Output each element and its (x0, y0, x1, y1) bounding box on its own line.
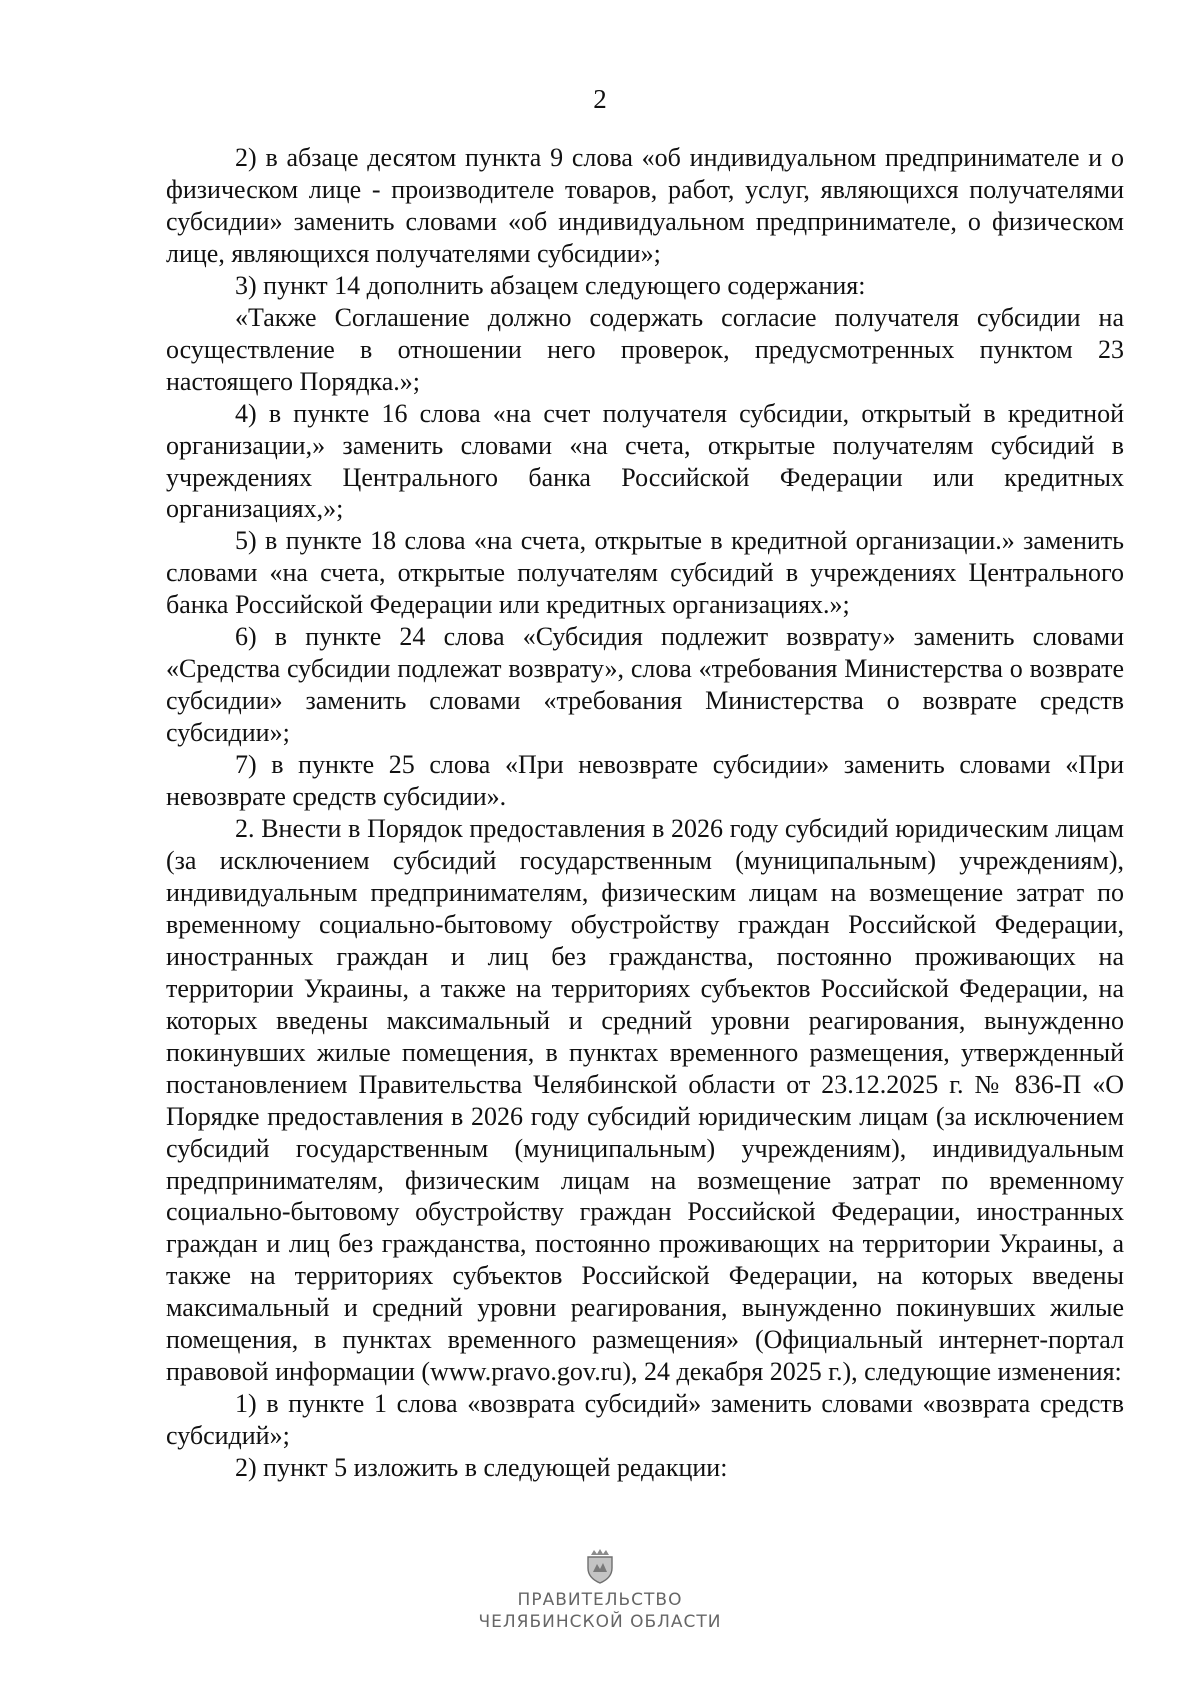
paragraph-item-7: 7) в пункте 25 слова «При невозврате субсидии» заменить словами «При невозврате средств субсидии». (166, 750, 1124, 812)
paragraph-section-2-item-2: 2) пункт 5 изложить в следующей редакции: (235, 1453, 728, 1483)
paragraph-section-2-item-1: 1) в пункте 1 слова «возврата субсидий» заменить словами «возврата средств субсидий»; (166, 1389, 1124, 1451)
footer-line-region: ЧЕЛЯБИНСКОЙ ОБЛАСТИ (478, 1612, 722, 1632)
paragraph-item-2: 2) в абзаце десятом пункта 9 слова «об индивидуальном предпринимателе и о физическом лице - производителе товаров, работ, услуг, являющихся получателями субсидии» заменить словами «об индивидуальном предпринимателе, о физическом лице, являющихся получателями субсидии»; (166, 143, 1124, 268)
page-number: 2 (593, 84, 607, 114)
paragraph-quoted-text: «Также Соглашение должно содержать согласие получателя субсидии на осуществление в отношении него проверок, предусмотренных пунктом 23 настоящего Порядка.»; (166, 302, 1124, 396)
paragraph-section-2: 2. Внести в Порядок предоставления в 2026 году субсидий юридическим лицам (за исключением субсидий государственным (муниципальным) учреждениям), индивидуальным предпринимателям, физическим лицам на возмещение затрат по временному социально-бытовому обустройству граждан Российской Федерации, иностранных граждан и лиц без гражданства, постоянно проживающих на территории Украины, а также на территориях субъектов Российской Федерации, на которых введены максимальный и средний уровни реагирования, вынужденно покинувших жилые помещения, в пунктах временного размещения, утвержденный постановлением Правительства Челябинской области от 23.12.2025 г. № 836-П «О Порядке предоставления в 2026 году субсидий юридическим лицам (за исключением субсидий государственным (муниципальным) учреждениям), индивидуальным предпринимателям, физическим лицам на возмещение затрат по временному социально-бытовому обустройству граждан Российской Федерации, иностранных граждан и лиц без гражданства, постоянно проживающих на территории Украины, а также на территориях субъектов Российской Федерации, на которых введены максимальный и средний уровни реагирования, вынужденно покинувших жилые помещения, в пунктах временного размещения» (Официальный интернет-портал правовой информации (www.pravo.gov.ru), 24 декабря 2025 г.), следующие изменения: (166, 814, 1124, 1387)
paragraph-item-4: 4) в пункте 16 слова «на счет получателя субсидии, открытый в кредитной организации,» заменить словами «на счета, открытые получателям субсидий в учреждениях Центрального банка Российской Федерации или кредитных организациях,»; (166, 398, 1124, 524)
government-footer (0, 1548, 1200, 1633)
paragraph-item-5: 5) в пункте 18 слова «на счета, открытые в кредитной организации.» заменить словами «на счета, открытые получателям субсидий в учреждениях Центрального банка Российской Федерации или кредитных организациях.»; (166, 526, 1124, 620)
footer-line-government: ПРАВИТЕЛЬСТВО (517, 1590, 683, 1610)
document-body (166, 142, 1124, 1484)
coat-of-arms-icon (585, 1548, 615, 1584)
paragraph-item-6: 6) в пункте 24 слова «Субсидия подлежит возврату» заменить словами «Средства субсидии подлежат возврату», слова «требования Министерства о возврате субсидии» заменить словами «требования Министерства о возврате средств субсидии»; (166, 622, 1124, 748)
paragraph-item-3: 3) пункт 14 дополнить абзацем следующего содержания: (235, 270, 866, 300)
